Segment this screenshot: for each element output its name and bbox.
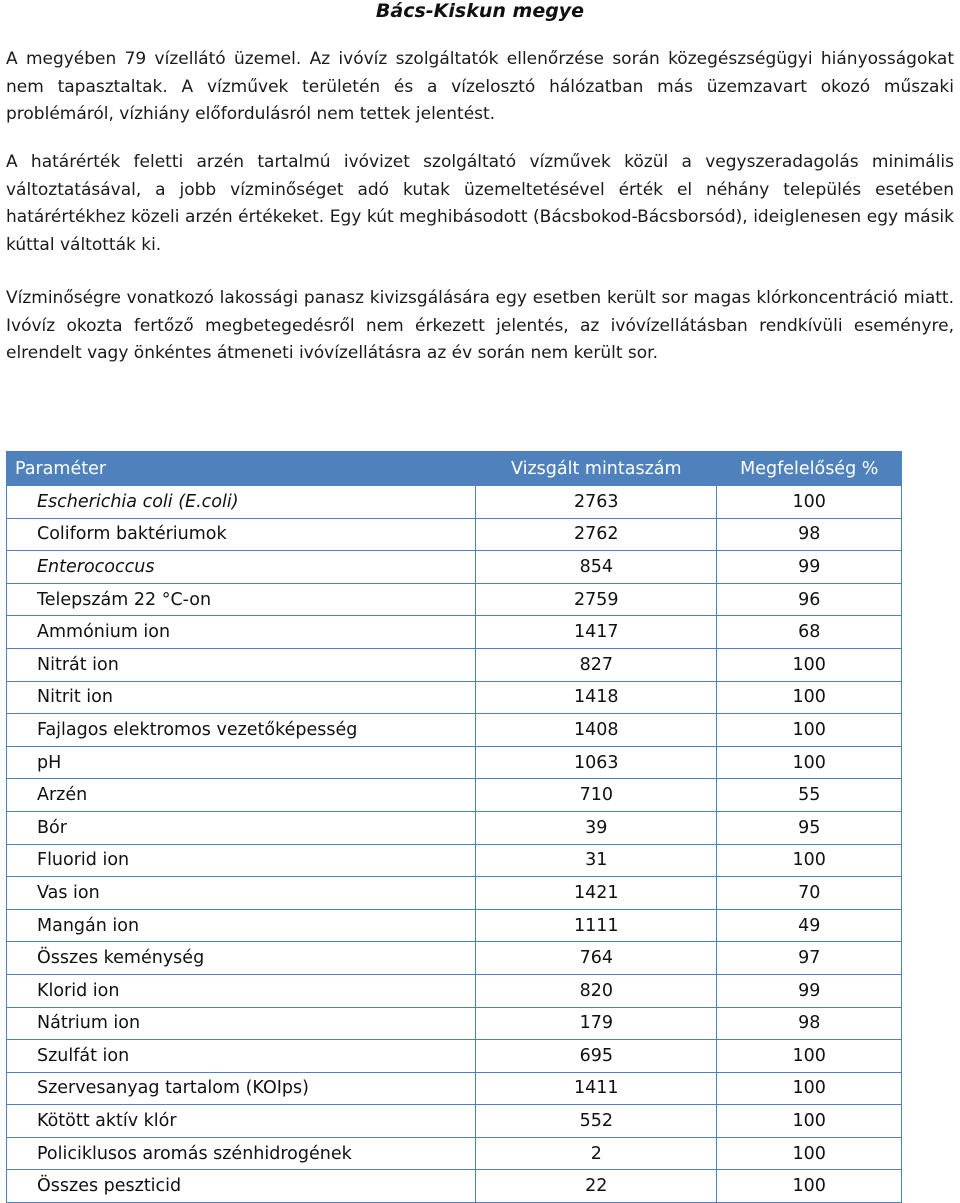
cell-parameter: Enterococcus xyxy=(7,551,476,584)
table-row xyxy=(7,779,902,812)
header-sample-count: Vizsgált mintaszám xyxy=(476,452,717,486)
cell-sample-count: 710 xyxy=(476,779,717,812)
table-row xyxy=(7,811,902,844)
cell-sample-count: 1408 xyxy=(476,714,717,747)
cell-compliance: 68 xyxy=(717,616,902,649)
cell-compliance: 100 xyxy=(717,1040,902,1073)
cell-parameter: Klorid ion xyxy=(7,974,476,1007)
cell-compliance: 100 xyxy=(717,746,902,779)
table-row xyxy=(7,648,902,681)
cell-sample-count: 764 xyxy=(476,942,717,975)
cell-sample-count: 2762 xyxy=(476,518,717,551)
header-compliance: Megfelelőség % xyxy=(717,452,902,486)
water-quality-table xyxy=(6,451,902,1203)
cell-parameter: Fluorid ion xyxy=(7,844,476,877)
cell-sample-count: 854 xyxy=(476,551,717,584)
table-row xyxy=(7,746,902,779)
paragraph-water-supply: A megyében 79 vízellátó üzemel. Az ivóvíz szolgáltatók ellenőrzése során közegészségügyi hiányosságokat nem tapasztaltak. A vízművek területén és a vízelosztó hálózatban más üzemzavart okozó műszaki problémáról, vízhiány előfordulásról nem tettek jelentést. xyxy=(6,49,954,124)
cell-parameter: Fajlagos elektromos vezetőképesség xyxy=(7,714,476,747)
cell-parameter: Arzén xyxy=(7,779,476,812)
cell-parameter: Mangán ion xyxy=(7,909,476,942)
cell-compliance: 97 xyxy=(717,942,902,975)
cell-compliance: 100 xyxy=(717,1072,902,1105)
cell-sample-count: 22 xyxy=(476,1170,717,1203)
cell-compliance: 49 xyxy=(717,909,902,942)
table-row xyxy=(7,1072,902,1105)
cell-parameter: Összes keménység xyxy=(7,942,476,975)
table-row xyxy=(7,1105,902,1138)
table-row xyxy=(7,1137,902,1170)
cell-sample-count: 552 xyxy=(476,1105,717,1138)
cell-compliance: 100 xyxy=(717,486,902,519)
cell-sample-count: 39 xyxy=(476,811,717,844)
paragraph-complaints: Vízminőségre vonatkozó lakossági panasz kivizsgálására egy esetben került sor magas klórkoncentráció miatt. Ivóvíz okozta fertőző megbetegedésről nem érkezett jelentés, az ivóvízellátásban rendkívüli eseményre, elrendelt vagy önkéntes átmeneti ivóvízellátásra az év során nem került sor. xyxy=(6,288,954,363)
table-row xyxy=(7,616,902,649)
cell-compliance: 99 xyxy=(717,974,902,1007)
cell-compliance: 100 xyxy=(717,1105,902,1138)
cell-sample-count: 2763 xyxy=(476,486,717,519)
cell-compliance: 99 xyxy=(717,551,902,584)
table-row xyxy=(7,518,902,551)
table-row xyxy=(7,877,902,910)
cell-parameter: Nitrát ion xyxy=(7,648,476,681)
cell-compliance: 55 xyxy=(717,779,902,812)
cell-sample-count: 2759 xyxy=(476,583,717,616)
table-row xyxy=(7,942,902,975)
table-row xyxy=(7,974,902,1007)
table-row xyxy=(7,909,902,942)
cell-compliance: 100 xyxy=(717,844,902,877)
cell-parameter: Szervesanyag tartalom (KOIps) xyxy=(7,1072,476,1105)
cell-sample-count: 2 xyxy=(476,1137,717,1170)
cell-sample-count: 1417 xyxy=(476,616,717,649)
cell-compliance: 100 xyxy=(717,681,902,714)
cell-parameter: pH xyxy=(7,746,476,779)
table-body xyxy=(7,486,902,1203)
cell-parameter: Bór xyxy=(7,811,476,844)
cell-compliance: 98 xyxy=(717,518,902,551)
cell-parameter: Ammónium ion xyxy=(7,616,476,649)
cell-sample-count: 695 xyxy=(476,1040,717,1073)
paragraph-arsenic: A határérték feletti arzén tartalmú ivóvizet szolgáltató vízművek közül a vegyszeradagolás minimális változtatásával, a jobb vízminőséget adó kutak üzemeltetésével érték el néhány település esetében határértékhez közeli arzén értékeket. Egy kút meghibásodott (Bácsbokod-Bácsborsód), ideiglenesen egy másik kúttal váltották ki. xyxy=(6,152,954,255)
cell-sample-count: 179 xyxy=(476,1007,717,1040)
cell-sample-count: 1418 xyxy=(476,681,717,714)
cell-parameter: Nitrit ion xyxy=(7,681,476,714)
table-row xyxy=(7,1170,902,1203)
cell-sample-count: 827 xyxy=(476,648,717,681)
cell-sample-count: 1411 xyxy=(476,1072,717,1105)
cell-sample-count: 1063 xyxy=(476,746,717,779)
cell-compliance: 96 xyxy=(717,583,902,616)
cell-parameter: Kötött aktív klór xyxy=(7,1105,476,1138)
cell-sample-count: 31 xyxy=(476,844,717,877)
table-row xyxy=(7,1007,902,1040)
cell-compliance: 100 xyxy=(717,1137,902,1170)
cell-parameter: Telepszám 22 °C-on xyxy=(7,583,476,616)
cell-compliance: 98 xyxy=(717,1007,902,1040)
cell-parameter: Coliform baktériumok xyxy=(7,518,476,551)
cell-parameter: Összes peszticid xyxy=(7,1170,476,1203)
cell-sample-count: 1421 xyxy=(476,877,717,910)
header-parameter: Paraméter xyxy=(7,452,476,486)
table-row xyxy=(7,844,902,877)
cell-compliance: 70 xyxy=(717,877,902,910)
cell-sample-count: 820 xyxy=(476,974,717,1007)
cell-compliance: 95 xyxy=(717,811,902,844)
table-row xyxy=(7,714,902,747)
table-row xyxy=(7,486,902,519)
cell-parameter: Escherichia coli (E.coli) xyxy=(7,486,476,519)
cell-compliance: 100 xyxy=(717,1170,902,1203)
cell-parameter: Nátrium ion xyxy=(7,1007,476,1040)
table-row xyxy=(7,1040,902,1073)
cell-parameter: Vas ion xyxy=(7,877,476,910)
cell-parameter: Policiklusos aromás szénhidrogének xyxy=(7,1137,476,1170)
table-row xyxy=(7,681,902,714)
cell-sample-count: 1111 xyxy=(476,909,717,942)
cell-parameter: Szulfát ion xyxy=(7,1040,476,1073)
table-header-row xyxy=(7,452,902,486)
table-row xyxy=(7,551,902,584)
cell-compliance: 100 xyxy=(717,648,902,681)
table-row xyxy=(7,583,902,616)
page-title: Bács-Kiskun megye xyxy=(375,0,585,22)
cell-compliance: 100 xyxy=(717,714,902,747)
